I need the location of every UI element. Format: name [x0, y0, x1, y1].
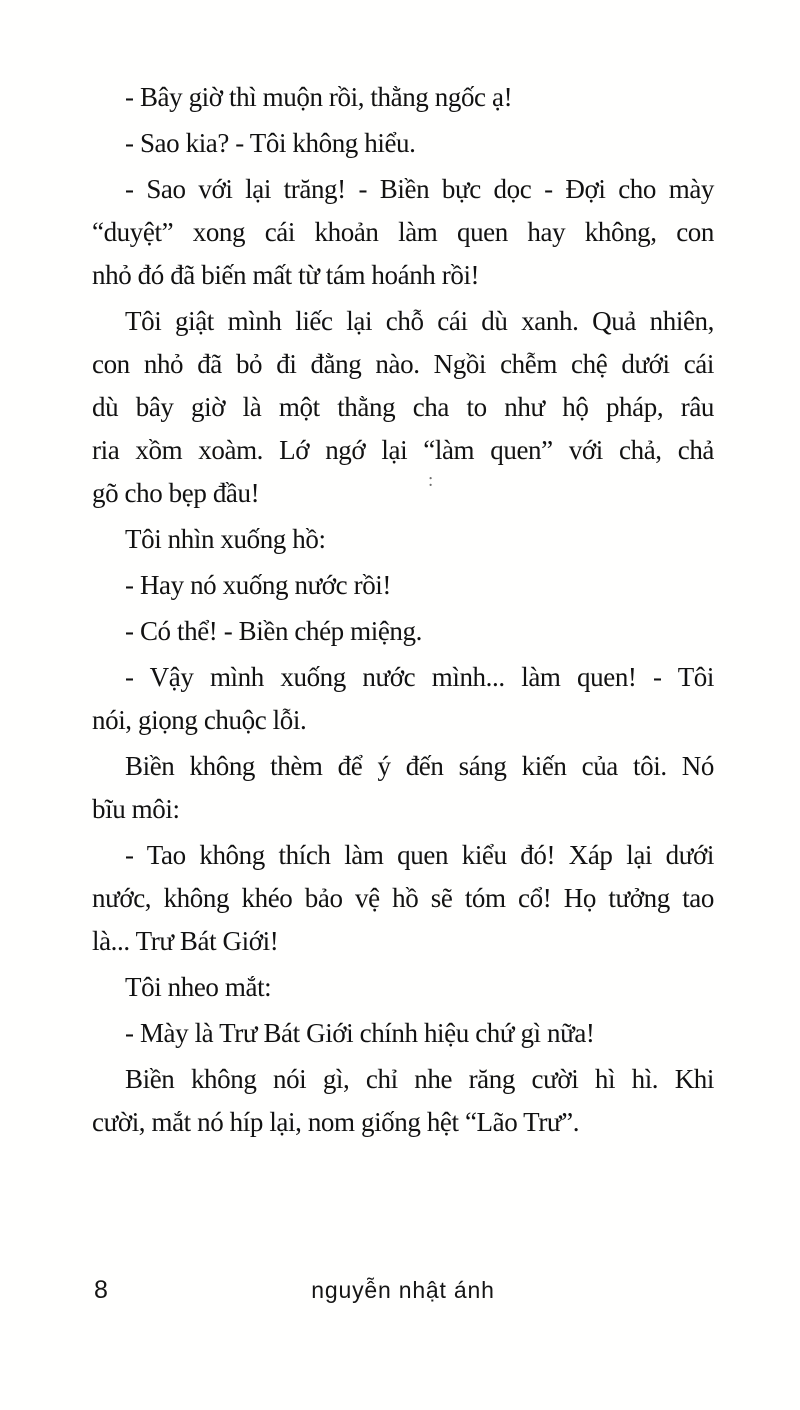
page-number: 8 [94, 1276, 108, 1304]
paragraph-dialogue [92, 656, 714, 742]
text-line: Tôi nhìn xuống hồ: [125, 524, 326, 554]
page-footer [92, 1274, 714, 1310]
paragraph-dialogue [92, 610, 714, 653]
text-line: - Sao kia? - Tôi không hiểu. [125, 128, 416, 158]
scan-artifact: : [428, 470, 434, 491]
paragraph-dialogue [92, 834, 714, 963]
text-line: - Mày là Trư Bát Giới chính hiệu chứ gì nữa! [125, 1018, 595, 1048]
text-line: nói, giọng chuộc lỗi. [92, 705, 307, 735]
running-title: nguyễn nhật ánh [311, 1277, 495, 1303]
paragraph-dialogue [92, 122, 714, 165]
text-line: gõ cho bẹp đầu! [92, 478, 260, 508]
text-line: - Bây giờ thì muộn rồi, thằng ngốc ạ! [125, 82, 513, 112]
text-line: con nhỏ đã bỏ đi đằng nào. Ngồi chễm chệ dưới cái [92, 349, 714, 379]
paragraph-narration [92, 966, 714, 1009]
text-line: - Vậy mình xuống nước mình... làm quen! - Tôi [125, 662, 714, 692]
text-line: - Tao không thích làm quen kiểu đó! Xáp lại dưới [125, 840, 714, 870]
text-line: - Có thể! - Biền chép miệng. [125, 616, 422, 646]
text-line: nước, không khéo bảo vệ hồ sẽ tóm cổ! Họ tưởng tao [92, 883, 714, 913]
text-line: là... Trư Bát Giới! [92, 926, 279, 956]
paragraph-dialogue [92, 1012, 714, 1055]
text-line: Biền không thèm để ý đến sáng kiến của tôi. Nó [125, 751, 714, 781]
text-line: Tôi giật mình liếc lại chỗ cái dù xanh. Quả nhiên, [125, 306, 714, 336]
text-line: bĩu môi: [92, 794, 180, 824]
page-body [92, 76, 714, 1147]
paragraph-narration [92, 518, 714, 561]
text-line: - Hay nó xuống nước rồi! [125, 570, 392, 600]
paragraph-dialogue [92, 564, 714, 607]
text-line: - Sao với lại trăng! - Biền bực dọc - Đợi cho mày [125, 174, 714, 204]
text-line: dù bây giờ là một thằng cha to như hộ pháp, râu [92, 392, 714, 422]
paragraph-dialogue [92, 168, 714, 297]
text-line: ria xồm xoàm. Lớ ngớ lại “làm quen” với chả, chả [92, 435, 714, 465]
paragraph-narration [92, 745, 714, 831]
paragraph-dialogue [92, 76, 714, 119]
paragraph-narration [92, 1058, 714, 1144]
text-line: Tôi nheo mắt: [125, 972, 272, 1002]
text-line: “duyệt” xong cái khoản làm quen hay không, con [92, 217, 714, 247]
text-line: Biền không nói gì, chỉ nhe răng cười hì hì. Khi [125, 1064, 714, 1094]
text-line: cười, mắt nó híp lại, nom giống hệt “Lão Trư”. [92, 1107, 580, 1137]
paragraph-narration [92, 300, 714, 515]
text-line: nhỏ đó đã biến mất từ tám hoánh rồi! [92, 260, 480, 290]
